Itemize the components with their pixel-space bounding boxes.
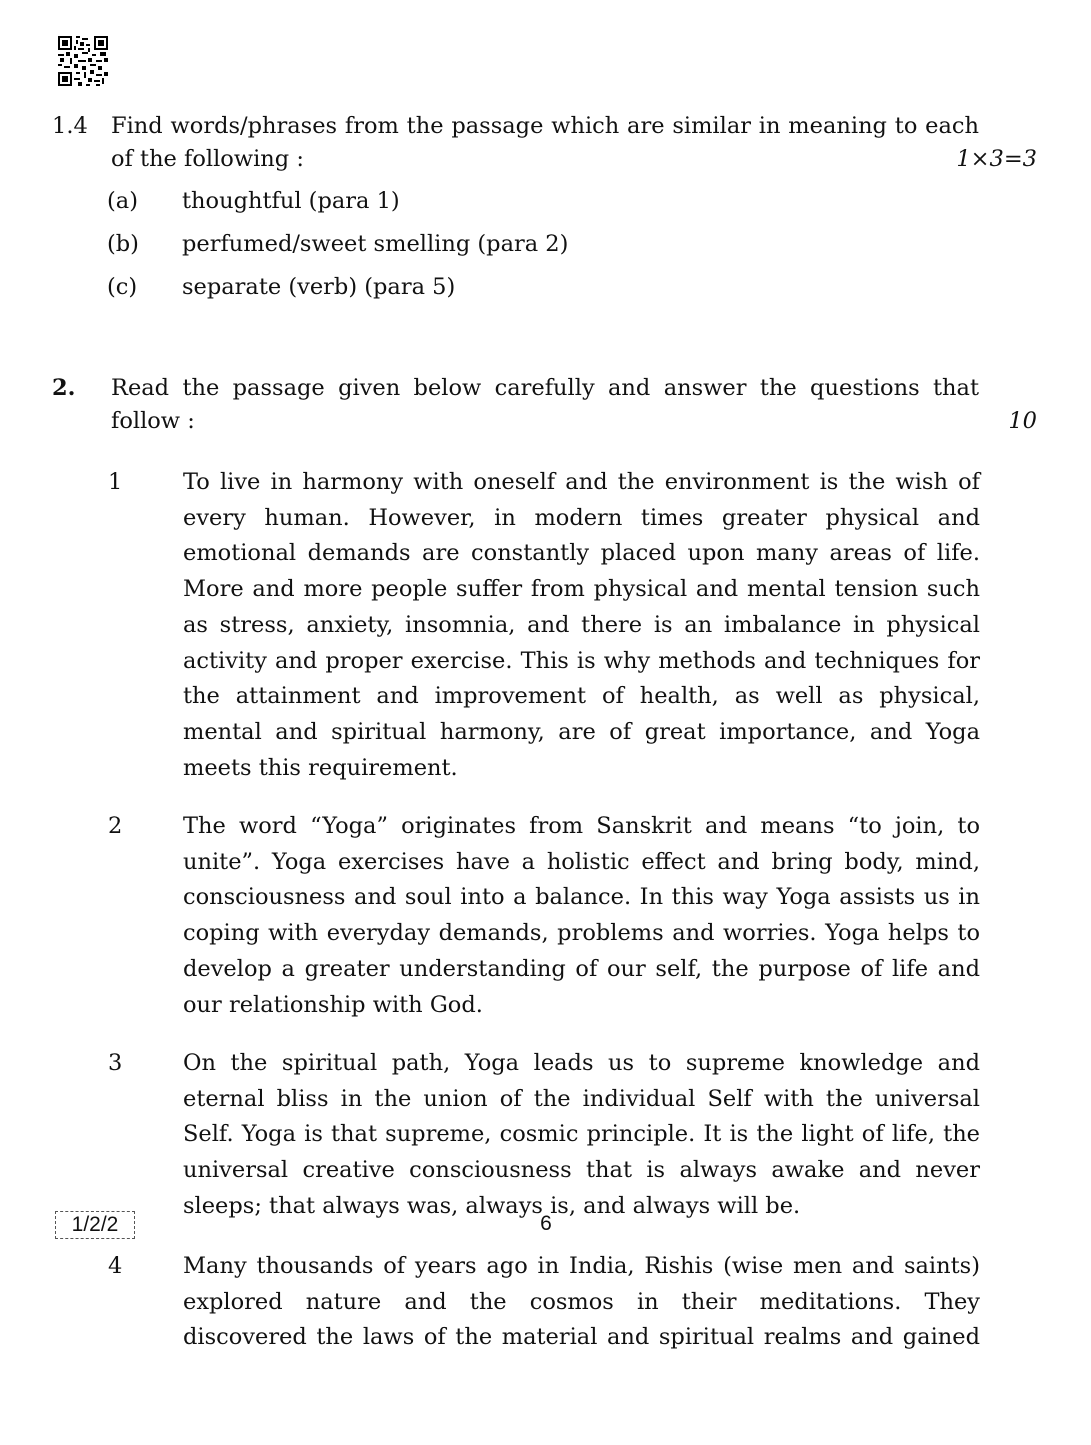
question-text-line2: of the following : (111, 146, 304, 172)
question-text-line1: Find words/phrases from the passage which are similar in meaning to each (111, 113, 979, 139)
option-text: thoughtful (para 1) (182, 188, 400, 214)
option-label: (b) (107, 231, 139, 257)
question-text-line1: Read the passage given below carefully and answer the questions that (111, 375, 979, 401)
question-number: 1.4 (52, 113, 88, 139)
paragraph-text: To live in harmony with oneself and the environment is the wish of every human. However, in modern times greater physical and emotional demands are constantly placed upon many areas of life. More and more people suffer from physical and mental tension such as stress, anxiety, insomnia, and there is an imbalance in physical activity and proper exercise. This is why methods and techniques for the attainment and improvement of health, as well as physical, mental and spiritual harmony, are of great importance, and Yoga meets this requirement. (183, 469, 980, 781)
question-marks: 1×3=3 (956, 146, 1037, 172)
paragraph-number: 4 (108, 1253, 123, 1279)
options-list (107, 180, 568, 309)
option-text: separate (verb) (para 5) (182, 274, 456, 300)
question-1-4 (52, 110, 1037, 176)
qr-code-icon (58, 36, 108, 86)
passage-paragraph-3 (108, 1046, 980, 1225)
option-label: (c) (107, 274, 138, 300)
passage-paragraph-4 (108, 1249, 980, 1356)
option-item (107, 180, 568, 223)
question-number: 2. (52, 375, 76, 401)
page-number: 6 (540, 1212, 552, 1235)
paragraph-number: 1 (108, 469, 123, 495)
passage-paragraph-2 (108, 809, 980, 1023)
option-label: (a) (107, 188, 138, 214)
question-marks: 10 (1008, 408, 1037, 434)
paper-code-box: 1/2/2 (55, 1211, 135, 1239)
option-item (107, 223, 568, 266)
passage-paragraph-1 (108, 465, 980, 786)
option-text: perfumed/sweet smelling (para 2) (182, 231, 569, 257)
paragraph-number: 2 (108, 813, 123, 839)
paragraph-text: On the spiritual path, Yoga leads us to supreme knowledge and eternal bliss in the union of the individual Self with the universal Self. Yoga is that supreme, cosmic principle. It is the light of life, the universal creative consciousness that is always awake and never sleeps; that always was, always is, and always will be. (183, 1050, 980, 1219)
option-item (107, 266, 568, 309)
paragraph-number: 3 (108, 1050, 123, 1076)
question-text-line2: follow : (111, 408, 195, 434)
paragraph-text: Many thousands of years ago in India, Rishis (wise men and saints) explored nature and the cosmos in their meditations. They discovered the laws of the material and spiritual realms and gained (183, 1253, 980, 1351)
paragraph-text: The word “Yoga” originates from Sanskrit and means “to join, to unite”. Yoga exercises have a holistic effect and bring body, mind, consciousness and soul into a balance. In this way Yoga assists us in coping with everyday demands, problems and worries. Yoga helps to develop a greater understanding of our self, the purpose of life and our relationship with God. (183, 813, 980, 1018)
question-2 (52, 372, 1037, 438)
